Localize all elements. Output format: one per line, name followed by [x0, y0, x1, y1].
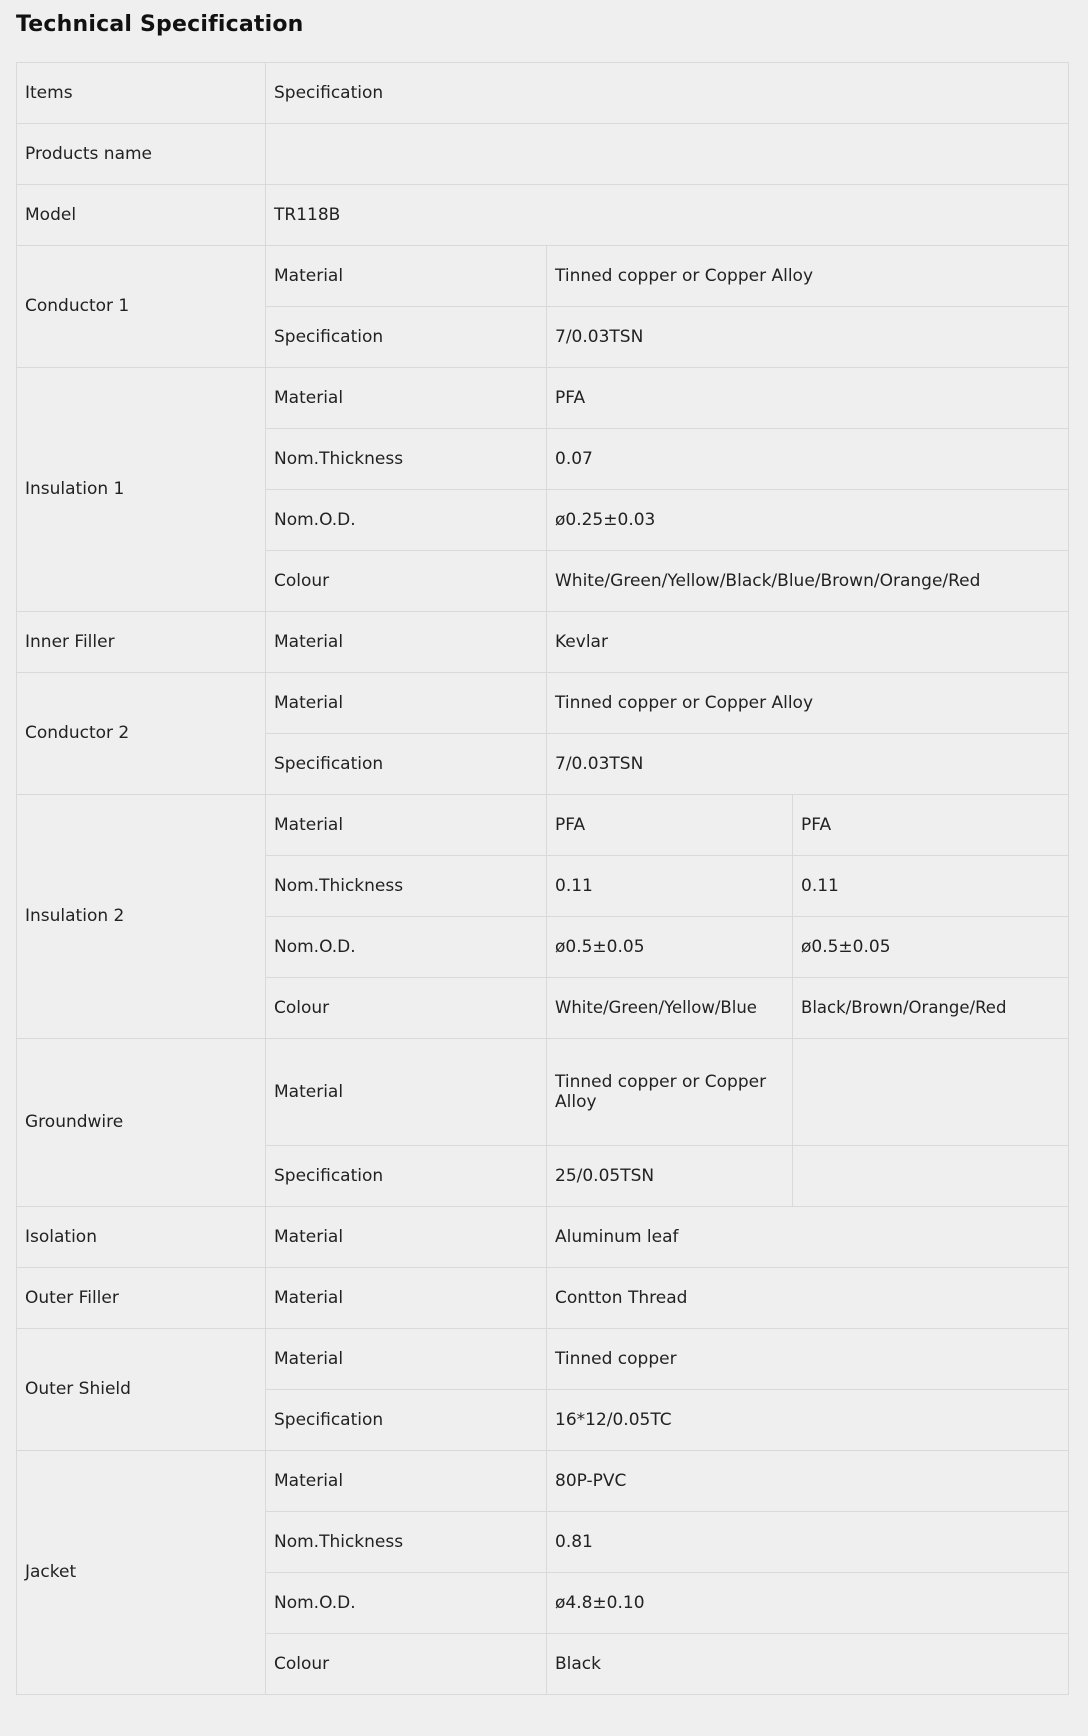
- header-items: Items: [17, 63, 266, 124]
- inner-filler-material: Kevlar: [547, 612, 1069, 673]
- table-row: [17, 63, 1069, 124]
- groundwire-spec-label: Specification: [266, 1146, 547, 1207]
- conductor2-label: Conductor 2: [17, 673, 266, 795]
- insulation2-thickness-b: 0.11: [793, 856, 1069, 917]
- isolation-material-label: Material: [266, 1207, 547, 1268]
- insulation1-od: ø0.25±0.03: [547, 490, 1069, 551]
- conductor2-material-label: Material: [266, 673, 547, 734]
- products-name-value: [266, 124, 1069, 185]
- table-row: [17, 1207, 1069, 1268]
- conductor2-spec-label: Specification: [266, 734, 547, 795]
- insulation1-material-label: Material: [266, 368, 547, 429]
- insulation2-colour-label: Colour: [266, 978, 547, 1039]
- outer-filler-material-label: Material: [266, 1268, 547, 1329]
- outer-shield-material: Tinned copper: [547, 1329, 1069, 1390]
- insulation1-thickness: 0.07: [547, 429, 1069, 490]
- groundwire-spec-empty: [793, 1146, 1069, 1207]
- insulation1-label: Insulation 1: [17, 368, 266, 612]
- outer-shield-material-label: Material: [266, 1329, 547, 1390]
- header-specification: Specification: [266, 63, 1069, 124]
- table-row: [17, 1329, 1069, 1390]
- table-row: [17, 795, 1069, 856]
- table-row: [17, 185, 1069, 246]
- conductor1-spec-label: Specification: [266, 307, 547, 368]
- jacket-material: 80P-PVC: [547, 1451, 1069, 1512]
- table-row: [17, 673, 1069, 734]
- conductor2-material: Tinned copper or Copper Alloy: [547, 673, 1069, 734]
- model-label: Model: [17, 185, 266, 246]
- outer-filler-label: Outer Filler: [17, 1268, 266, 1329]
- outer-shield-spec: 16*12/0.05TC: [547, 1390, 1069, 1451]
- insulation2-material-b: PFA: [793, 795, 1069, 856]
- insulation2-thickness-a: 0.11: [547, 856, 793, 917]
- inner-filler-material-label: Material: [266, 612, 547, 673]
- isolation-label: Isolation: [17, 1207, 266, 1268]
- model-value: TR118B: [266, 185, 1069, 246]
- outer-filler-material: Contton Thread: [547, 1268, 1069, 1329]
- insulation2-thickness-label: Nom.Thickness: [266, 856, 547, 917]
- inner-filler-label: Inner Filler: [17, 612, 266, 673]
- jacket-thickness: 0.81: [547, 1512, 1069, 1573]
- jacket-thickness-label: Nom.Thickness: [266, 1512, 547, 1573]
- groundwire-material-empty: [793, 1039, 1069, 1146]
- jacket-od-label: Nom.O.D.: [266, 1573, 547, 1634]
- outer-shield-spec-label: Specification: [266, 1390, 547, 1451]
- conductor1-material: Tinned copper or Copper Alloy: [547, 246, 1069, 307]
- table-row: [17, 1268, 1069, 1329]
- isolation-material: Aluminum leaf: [547, 1207, 1069, 1268]
- table-row: [17, 1451, 1069, 1512]
- table-row: [17, 368, 1069, 429]
- insulation2-od-b: ø0.5±0.05: [793, 917, 1069, 978]
- insulation1-thickness-label: Nom.Thickness: [266, 429, 547, 490]
- jacket-material-label: Material: [266, 1451, 547, 1512]
- conductor1-spec: 7/0.03TSN: [547, 307, 1069, 368]
- groundwire-material-label: Material: [266, 1039, 547, 1146]
- insulation1-od-label: Nom.O.D.: [266, 490, 547, 551]
- insulation2-label: Insulation 2: [17, 795, 266, 1039]
- conductor1-material-label: Material: [266, 246, 547, 307]
- jacket-colour-label: Colour: [266, 1634, 547, 1695]
- page-title: Technical Specification: [16, 12, 304, 37]
- insulation1-colour-label: Colour: [266, 551, 547, 612]
- insulation2-od-a: ø0.5±0.05: [547, 917, 793, 978]
- insulation2-material-a: PFA: [547, 795, 793, 856]
- insulation2-material-label: Material: [266, 795, 547, 856]
- table-row: [17, 1039, 1069, 1146]
- spec-table: [16, 62, 1069, 1695]
- table-row: [17, 246, 1069, 307]
- insulation2-colour-a: White/Green/Yellow/Blue: [547, 978, 793, 1039]
- insulation1-colour: White/Green/Yellow/Black/Blue/Brown/Orange/Red: [547, 551, 1069, 612]
- jacket-od: ø4.8±0.10: [547, 1573, 1069, 1634]
- groundwire-spec: 25/0.05TSN: [547, 1146, 793, 1207]
- insulation2-colour-b: Black/Brown/Orange/Red: [793, 978, 1069, 1039]
- table-row: [17, 124, 1069, 185]
- groundwire-label: Groundwire: [17, 1039, 266, 1207]
- groundwire-material: Tinned copper or Copper Alloy: [547, 1039, 793, 1146]
- insulation2-od-label: Nom.O.D.: [266, 917, 547, 978]
- conductor2-spec: 7/0.03TSN: [547, 734, 1069, 795]
- jacket-label: Jacket: [17, 1451, 266, 1695]
- conductor1-label: Conductor 1: [17, 246, 266, 368]
- products-name-label: Products name: [17, 124, 266, 185]
- table-row: [17, 612, 1069, 673]
- insulation1-material: PFA: [547, 368, 1069, 429]
- jacket-colour: Black: [547, 1634, 1069, 1695]
- outer-shield-label: Outer Shield: [17, 1329, 266, 1451]
